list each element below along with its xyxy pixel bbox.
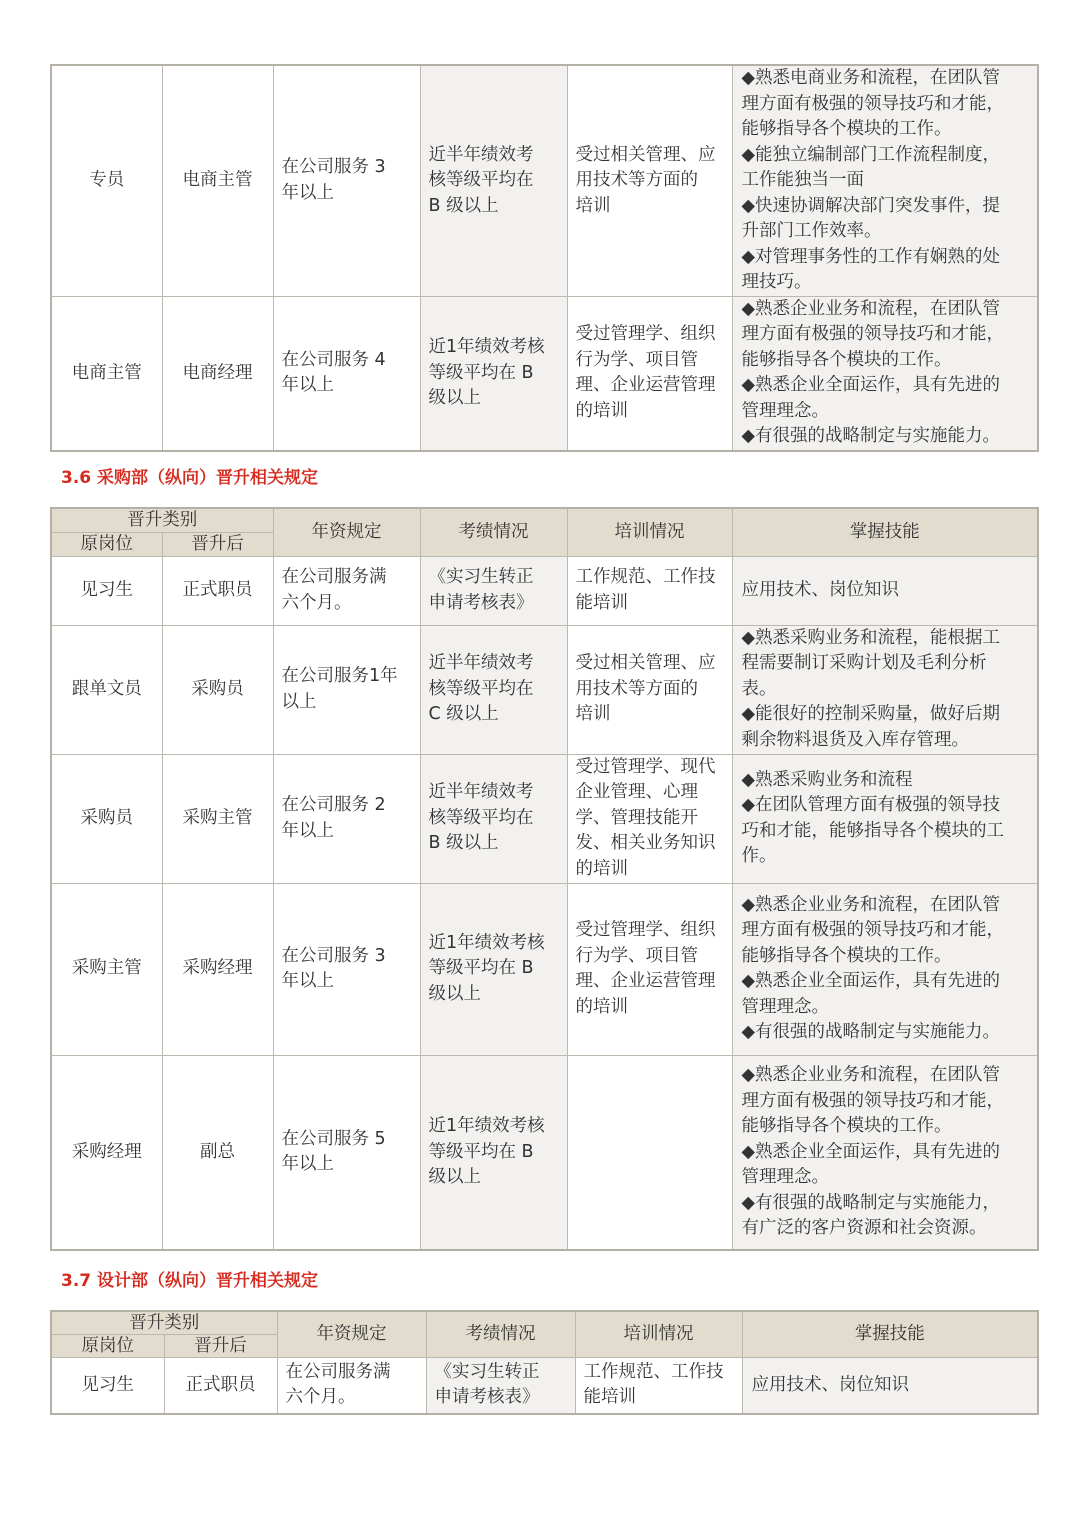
- cell-text-line: 等级平均在 B: [428, 958, 534, 979]
- header-skills: 掌握技能: [742, 1311, 1038, 1358]
- cell-text-line: ◆有很强的战略制定与实施能力。: [741, 426, 1000, 447]
- seniority-cell: [277, 1358, 426, 1414]
- skills-cell: [732, 883, 1038, 1055]
- table-header-row: [51, 508, 1038, 532]
- training-cell: [567, 296, 732, 451]
- cell-text-line: 核等级平均在: [428, 170, 534, 190]
- seniority-cell: [273, 65, 420, 296]
- cell-text-line: 核等级平均在: [428, 678, 534, 699]
- cell-text-line: 的培训: [575, 400, 628, 421]
- seniority-cell: [273, 883, 420, 1055]
- cell-text-line: 理方面有极强的领导技巧和才能，: [741, 324, 1004, 345]
- cell-text-line: 工作规范、工作技: [583, 1361, 724, 1382]
- cell-text-line: 六个月。: [281, 592, 352, 613]
- cell-text-line: 受过管理学、组织: [575, 920, 716, 940]
- cell-text-line: 工作能独当一面: [741, 170, 864, 190]
- cell-text-line: ◆熟悉企业全面运作，具有先进的: [741, 971, 1000, 991]
- table-row: [51, 754, 1038, 883]
- seniority-cell: [273, 556, 420, 625]
- performance-cell: [426, 1358, 575, 1414]
- cell-text-line: 理、企业运营管理: [575, 375, 716, 396]
- header-category: 晋升类别: [51, 508, 273, 532]
- header-training: 培训情况: [575, 1311, 742, 1358]
- cell-text-line: ◆快速协调解决部门突发事件，提: [741, 195, 1000, 216]
- cell-text-line: 受过管理学、现代: [575, 756, 716, 777]
- skills-cell: [732, 754, 1038, 883]
- original-position: 跟单文员: [51, 625, 162, 754]
- cell-text-line: 学、管理技能开: [575, 807, 698, 828]
- skills-cell: [732, 65, 1038, 296]
- cell-text-line: 申请考核表》: [434, 1387, 540, 1408]
- cell-text-line: 理、企业运营管理: [575, 971, 716, 991]
- cell-text-line: 受过管理学、组织: [575, 324, 716, 345]
- table-row: [51, 883, 1038, 1055]
- cell-text-line: ◆能独立编制部门工作流程制度，: [741, 144, 1000, 165]
- cell-text-line: 表。: [741, 678, 777, 699]
- cell-text-line: 以上: [281, 691, 317, 712]
- cell-text-line: ◆有很强的战略制定与实施能力，: [741, 1192, 1000, 1213]
- cell-text-line: 行为学、项目管: [575, 945, 698, 966]
- cell-text-line: ◆熟悉企业业务和流程，在团队管: [741, 894, 1000, 915]
- performance-cell: [420, 556, 567, 625]
- cell-text-line: 的培训: [575, 858, 628, 879]
- cell-text-line: 剩余物料退货及入库存管理。: [741, 729, 969, 750]
- cell-text-line: 年以上: [281, 182, 334, 203]
- cell-text-line: 近半年绩效考: [428, 782, 534, 803]
- design-promotion-table: [50, 1310, 1039, 1415]
- promoted-position: 副总: [162, 1055, 273, 1250]
- cell-text-line: ◆对管理事务性的工作有娴熟的处: [741, 246, 1000, 267]
- cell-text-line: ◆熟悉企业全面运作，具有先进的: [741, 375, 1000, 396]
- cell-text-line: 有广泛的客户资源和社会资源。: [741, 1218, 987, 1238]
- promoted-position: 正式职员: [164, 1358, 277, 1414]
- header-category: 晋升类别: [51, 1311, 277, 1335]
- cell-text-line: 级以上: [428, 983, 481, 1004]
- cell-text-line: 在公司服务 5: [281, 1128, 386, 1149]
- cell-text-line: 理技巧。: [741, 272, 812, 292]
- cell-text-line: B 级以上: [428, 833, 499, 854]
- performance-cell: [420, 625, 567, 754]
- table-row: [51, 556, 1038, 625]
- promoted-position: 电商经理: [162, 296, 273, 451]
- training-cell: [567, 1055, 732, 1250]
- performance-cell: [420, 1055, 567, 1250]
- cell-text-line: 发、相关业务知识: [575, 833, 716, 854]
- cell-text-line: 能够指导各个模块的工作。: [741, 945, 952, 966]
- skills-cell: [732, 556, 1038, 625]
- cell-text-line: 级以上: [428, 388, 481, 408]
- skills-cell: [732, 625, 1038, 754]
- cell-text-line: 在公司服务 4: [281, 349, 386, 370]
- section-title-design: 3.7 设计部（纵向）晋升相关规定: [61, 1271, 319, 1291]
- cell-text-line: ◆熟悉企业业务和流程，在团队管: [741, 298, 1000, 319]
- cell-text-line: 级以上: [428, 1167, 481, 1187]
- cell-text-line: 理方面有极强的领导技巧和才能，: [741, 93, 1004, 114]
- cell-text-line: ◆能很好的控制采购量，做好后期: [741, 704, 1000, 725]
- cell-text-line: ◆熟悉企业业务和流程，在团队管: [741, 1065, 1000, 1085]
- performance-cell: [420, 65, 567, 296]
- cell-text-line: 能够指导各个模块的工作。: [741, 1116, 952, 1136]
- training-cell: [567, 754, 732, 883]
- training-cell: [575, 1358, 742, 1414]
- ecommerce-promotion-table: [50, 64, 1039, 452]
- cell-text-line: 年以上: [281, 375, 334, 396]
- table-row: [51, 65, 1038, 296]
- cell-text-line: 近半年绩效考: [428, 653, 534, 674]
- original-position: 电商主管: [51, 296, 162, 451]
- cell-text-line: 升部门工作效率。: [741, 221, 882, 241]
- training-cell: [567, 625, 732, 754]
- promoted-position: 采购员: [162, 625, 273, 754]
- header-skills: 掌握技能: [732, 508, 1038, 556]
- cell-text-line: 应用技术、岗位知识: [741, 579, 899, 600]
- promoted-position: 采购主管: [162, 754, 273, 883]
- table-header-row: [51, 1311, 1038, 1335]
- cell-text-line: 等级平均在 B: [428, 1141, 534, 1162]
- cell-text-line: 理方面有极强的领导技巧和才能，: [741, 1090, 1004, 1111]
- table-row: [51, 625, 1038, 754]
- cell-text-line: 行为学、项目管: [575, 349, 698, 370]
- training-cell: [567, 556, 732, 625]
- header-original: 原岗位: [51, 1335, 164, 1358]
- cell-text-line: 企业管理、心理: [575, 782, 698, 803]
- performance-cell: [420, 296, 567, 451]
- cell-text-line: 在公司服务满: [281, 567, 387, 587]
- purchasing-promotion-table: [50, 507, 1039, 1251]
- promoted-position: 采购经理: [162, 883, 273, 1055]
- original-position: 采购经理: [51, 1055, 162, 1250]
- cell-text-line: 近1年绩效考核: [428, 932, 545, 953]
- cell-text-line: 用技术等方面的: [575, 678, 698, 699]
- cell-text-line: 培训: [575, 704, 611, 725]
- cell-text-line: 受过相关管理、应: [575, 144, 716, 165]
- cell-text-line: C 级以上: [428, 704, 499, 725]
- cell-text-line: 近1年绩效考核: [428, 337, 545, 357]
- original-position: 见习生: [51, 1358, 164, 1414]
- cell-text-line: 管理理念。: [741, 400, 829, 421]
- cell-text-line: 能培训: [575, 592, 628, 613]
- table-row: [51, 1055, 1038, 1250]
- cell-text-line: 在公司服务 2: [281, 795, 386, 815]
- cell-text-line: 近1年绩效考核: [428, 1116, 545, 1136]
- cell-text-line: ◆在团队管理方面有极强的领导技: [741, 795, 1000, 815]
- original-position: 专员: [51, 65, 162, 296]
- skills-cell: [742, 1358, 1038, 1414]
- table-row: [51, 296, 1038, 451]
- promoted-position: 电商主管: [162, 65, 273, 296]
- training-cell: [567, 883, 732, 1055]
- seniority-cell: [273, 754, 420, 883]
- cell-text-line: 管理理念。: [741, 1167, 829, 1187]
- header-promoted: 晋升后: [164, 1335, 277, 1358]
- cell-text-line: 年以上: [281, 971, 334, 991]
- cell-text-line: 《实习生转正: [428, 567, 534, 587]
- cell-text-line: B 级以上: [428, 195, 499, 216]
- training-cell: [567, 65, 732, 296]
- cell-text-line: 年以上: [281, 820, 334, 841]
- skills-cell: [732, 1055, 1038, 1250]
- original-position: 采购员: [51, 754, 162, 883]
- seniority-cell: [273, 625, 420, 754]
- promoted-position: 正式职员: [162, 556, 273, 625]
- header-seniority: 年资规定: [273, 508, 420, 556]
- cell-text-line: 年以上: [281, 1154, 334, 1175]
- cell-text-line: 培训: [575, 195, 611, 216]
- table-row: [51, 1358, 1038, 1414]
- cell-text-line: 工作规范、工作技: [575, 567, 716, 587]
- cell-text-line: 在公司服务满: [285, 1361, 391, 1382]
- cell-text-line: 能够指导各个模块的工作。: [741, 349, 952, 370]
- cell-text-line: 程需要制订采购计划及毛利分析: [741, 653, 987, 674]
- cell-text-line: ◆熟悉电商业务和流程，在团队管: [741, 68, 1000, 88]
- header-original: 原岗位: [51, 532, 162, 556]
- header-performance: 考绩情况: [426, 1311, 575, 1358]
- cell-text-line: 应用技术、岗位知识: [751, 1374, 909, 1395]
- original-position: 采购主管: [51, 883, 162, 1055]
- cell-text-line: 能培训: [583, 1387, 636, 1408]
- header-training: 培训情况: [567, 508, 732, 556]
- header-performance: 考绩情况: [420, 508, 567, 556]
- cell-text-line: 作。: [741, 846, 777, 866]
- cell-text-line: 核等级平均在: [428, 807, 534, 828]
- header-promoted: 晋升后: [162, 532, 273, 556]
- seniority-cell: [273, 1055, 420, 1250]
- cell-text-line: 近半年绩效考: [428, 144, 534, 165]
- cell-text-line: ◆熟悉采购业务和流程，能根据工: [741, 627, 1000, 648]
- cell-text-line: 《实习生转正: [434, 1361, 540, 1382]
- cell-text-line: ◆有很强的战略制定与实施能力。: [741, 1022, 1000, 1042]
- header-seniority: 年资规定: [277, 1311, 426, 1358]
- cell-text-line: 在公司服务1年: [281, 666, 398, 686]
- cell-text-line: 理方面有极强的领导技巧和才能，: [741, 920, 1004, 940]
- performance-cell: [420, 754, 567, 883]
- seniority-cell: [273, 296, 420, 451]
- cell-text-line: 的培训: [575, 996, 628, 1017]
- cell-text-line: ◆熟悉企业全面运作，具有先进的: [741, 1141, 1000, 1162]
- cell-text-line: 受过相关管理、应: [575, 653, 716, 674]
- cell-text-line: 在公司服务 3: [281, 157, 386, 178]
- cell-text-line: 用技术等方面的: [575, 170, 698, 190]
- cell-text-line: 等级平均在 B: [428, 362, 534, 383]
- section-title-purchasing: 3.6 采购部（纵向）晋升相关规定: [61, 468, 319, 488]
- cell-text-line: ◆熟悉采购业务和流程: [741, 769, 913, 790]
- skills-cell: [732, 296, 1038, 451]
- cell-text-line: 管理理念。: [741, 996, 829, 1017]
- cell-text-line: 六个月。: [285, 1387, 356, 1408]
- original-position: 见习生: [51, 556, 162, 625]
- cell-text-line: 能够指导各个模块的工作。: [741, 119, 952, 139]
- cell-text-line: 在公司服务 3: [281, 945, 386, 966]
- cell-text-line: 巧和才能，能够指导各个模块的工: [741, 820, 1004, 841]
- performance-cell: [420, 883, 567, 1055]
- cell-text-line: 申请考核表》: [428, 592, 534, 613]
